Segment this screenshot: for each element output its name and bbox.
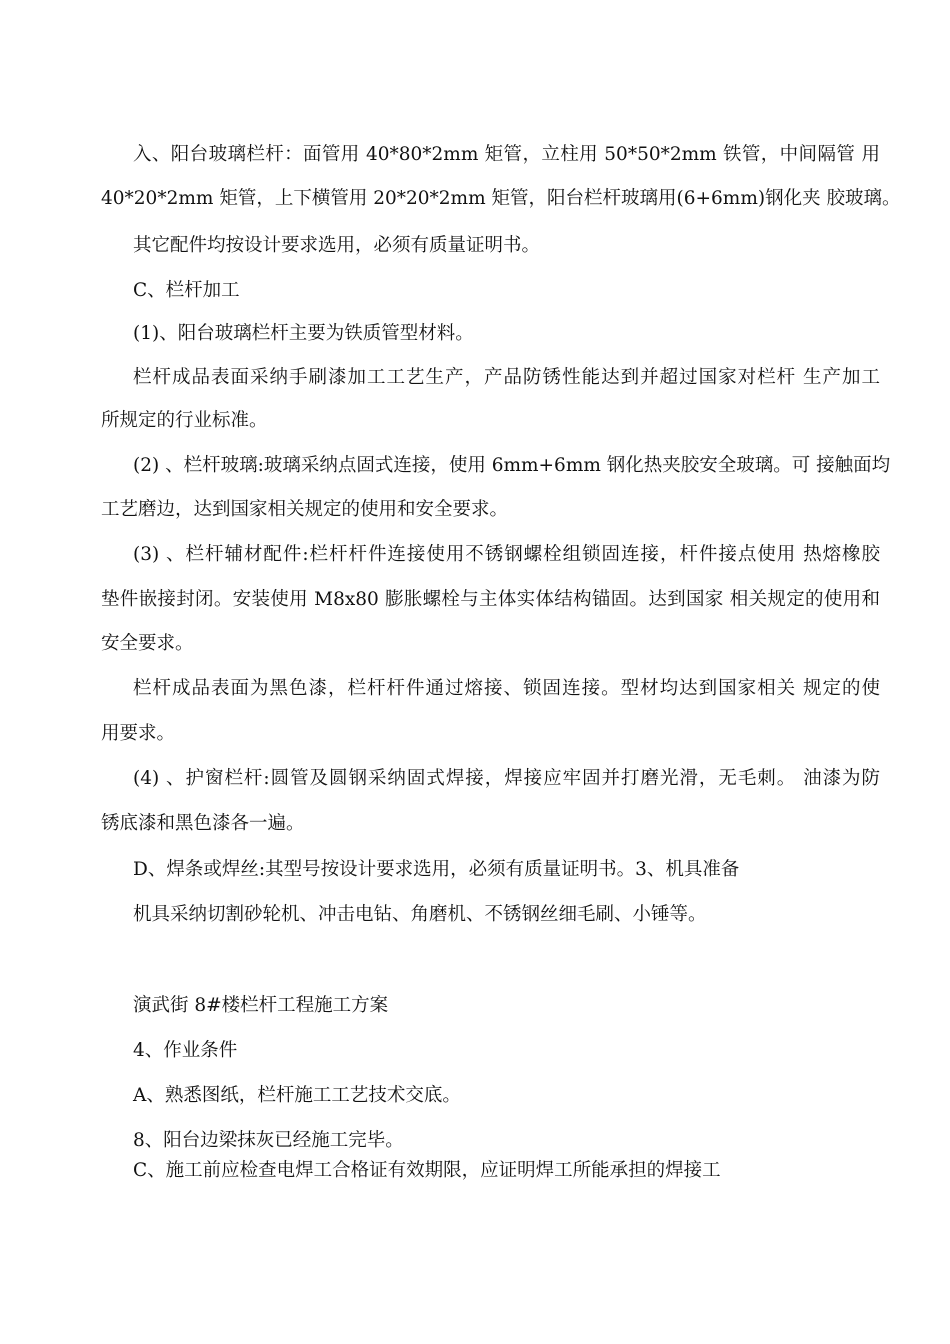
paragraph-line-11: 垫件嵌接封闭。安装使用 M8x80 膨胀螺栓与主体实体结构锚固。达到国家 相关规定的使用和 xyxy=(101,589,880,610)
paragraph-line-9: 工艺磨边，达到国家相关规定的使用和安全要求。 xyxy=(101,499,509,520)
section-heading-4: 4、作业条件 xyxy=(133,1040,238,1061)
paragraph-line-14: 用要求。 xyxy=(101,723,176,744)
paragraph-line-6: 栏杆成品表面采纳手刷漆加工工艺生产，产品防锈性能达到并超过国家对栏杆 生产加工 xyxy=(133,367,880,388)
paragraph-line-8: (2) 、栏杆玻璃:玻璃采纳点固式连接，使用 6mm+6mm 钢化热夹胶安全玻璃。可 接触面均 xyxy=(133,455,891,476)
paragraph-line-1: 入、阳台玻璃栏杆：面管用 40*80*2mm 矩管，立柱用 50*50*2mm 铁管，中间隔管 用 xyxy=(133,144,880,165)
paragraph-line-18: 机具采纳切割砂轮机、冲击电钻、角磨机、不锈钢丝细毛刷、小锤等。 xyxy=(133,904,707,925)
paragraph-line-7: 所规定的行业标准。 xyxy=(101,410,268,431)
paragraph-line-21: A、熟悉图纸，栏杆施工工艺技术交底。 xyxy=(133,1085,461,1106)
paragraph-line-5: (1)、阳台玻璃栏杆主要为铁质管型材料。 xyxy=(133,323,474,344)
paragraph-line-10: (3) 、栏杆辅材配件:栏杆杆件连接使用不锈钢螺栓组锁固连接，杆件接点使用 热熔橡胶 xyxy=(133,544,880,565)
paragraph-line-13: 栏杆成品表面为黑色漆，栏杆杆件通过熔接、锁固连接。型材均达到国家相关 规定的使 xyxy=(133,678,880,699)
section-heading-c: C、栏杆加工 xyxy=(133,280,240,301)
paragraph-line-2: 40*20*2mm 矩管，上下横管用 20*20*2mm 矩管，阳台栏杆玻璃用(6+6mm)钢化夹 胶玻璃。 xyxy=(101,188,901,209)
paragraph-line-15: (4) 、护窗栏杆:圆管及圆钢采纳固式焊接，焊接应牢固并打磨光滑，无毛刺。 油漆为防 xyxy=(133,768,880,789)
paragraph-line-16: 锈底漆和黑色漆各一遍。 xyxy=(101,813,305,834)
paragraph-line-23: C、施工前应检查电焊工合格证有效期限，应证明焊工所能承担的焊接工 xyxy=(133,1160,721,1181)
paragraph-line-3: 其它配件均按设计要求选用，必须有质量证明书。 xyxy=(133,235,541,256)
paragraph-line-22: 8、阳台边梁抹灰已经施工完毕。 xyxy=(133,1130,404,1151)
paragraph-line-12: 安全要求。 xyxy=(101,633,194,654)
document-title: 演武街 8#楼栏杆工程施工方案 xyxy=(133,995,389,1016)
paragraph-line-17: D、焊条或焊丝:其型号按设计要求选用，必须有质量证明书。3、机具准备 xyxy=(133,859,740,880)
